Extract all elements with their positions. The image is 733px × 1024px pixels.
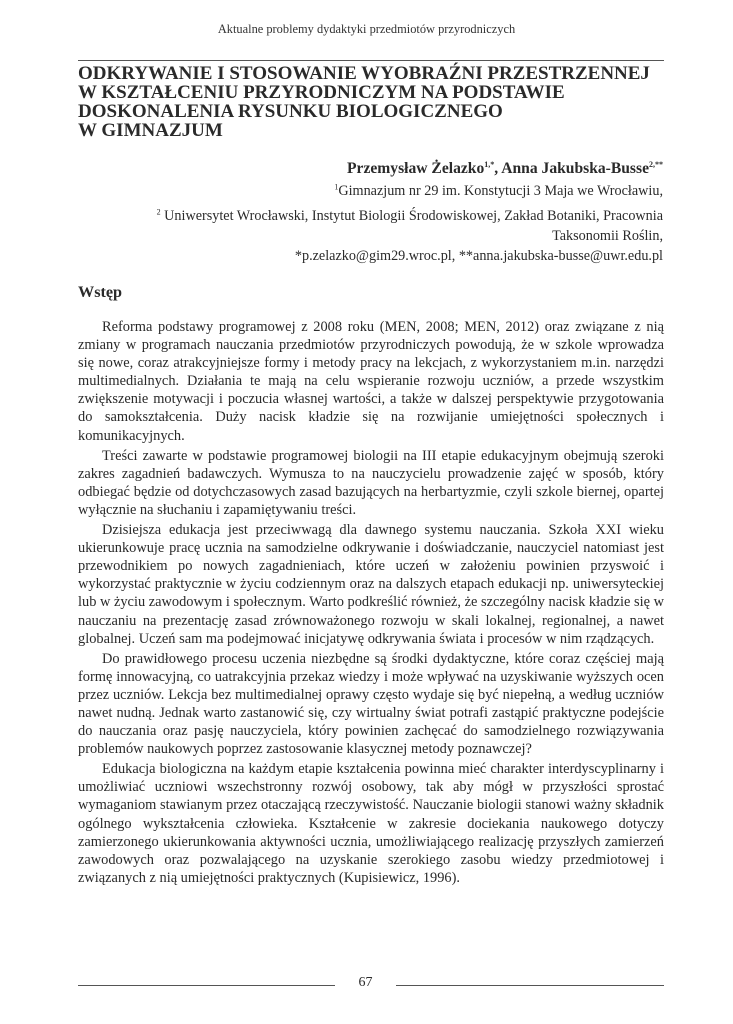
title-line: DOSKONALENIA RYSUNKU BIOLOGICZNEGO <box>78 101 503 122</box>
page-number: 67 <box>358 975 373 990</box>
section-heading: Wstęp <box>78 283 123 301</box>
header-rule <box>78 60 664 61</box>
affiliation-text: Uniwersytet Wrocławski, Instytut Biologii Środowiskowej, Zakład Botaniki, Pracownia <box>160 208 663 224</box>
title-line: W GIMNAZJUM <box>78 120 223 141</box>
affiliation-text: Gimnazjum nr 29 im. Konstytucji 3 Maja we Wrocławiu, <box>338 183 663 199</box>
paragraph: Reforma podstawy programowej z 2008 roku (MEN, 2008; MEN, 2012) oraz związane z nią zmiany w programach nauczania przedmiotów przyrodniczych powodują, że w szkole wprowadza się nowe, coraz atrakcyjniejsze formy i metody pracy na lekcjach, z wykorzystaniem m.in. narzędzi multimedialnych. Działania te mają na celu wspieranie rozwoju uczniów, a przede wszystkim zwiększenie motywacji i poczucia własnej wartości, a także w dalszej perspektywie przygotowania do samokształcenia. Duży nacisk kładzie się na rozwijanie umiejętności społecznych i komunikacyjnych. <box>78 319 664 444</box>
affiliation-1 <box>334 181 663 201</box>
author-separator: , <box>494 160 502 177</box>
author-emails: *p.zelazko@gim29.wroc.pl, **anna.jakubska-busse@uwr.edu.pl <box>294 248 663 264</box>
affiliation-2 <box>157 206 663 226</box>
body-text <box>78 318 664 889</box>
affiliation-mark: 2 <box>156 207 161 217</box>
author-affiliation-mark: 1,* <box>484 159 495 169</box>
affiliation-2-continued: Taksonomii Roślin, <box>552 228 663 244</box>
paragraph: Dzisiejsza edukacja jest przeciwwagą dla dawnego systemu nauczania. Szkoła XXI wieku ukierunkowuje pracę ucznia na samodzielne odkrywanie i doświadczanie, nauczyciel natomiast jest przewodnikiem po nowych zagadnieniach, które uczeń w założeniu powinien przyswoić i wykorzystać praktycznie w życiu codziennym oraz na dalszych etapach edukacji np. uniwersyteckiej lub w życiu zawodowym i społecznym. Warto podkreślić również, że szczególny nacisk kładzie się w nauczaniu na prezentację zasad zrównoważonego rozwoju w skali lokalnej, regionalnej, a nawet globalnej. Uczeń sam ma podejmować inicjatywę odkrywania świata i procesów w nim rządzących. <box>78 522 665 647</box>
running-head: Aktualne problemy dydaktyki przedmiotów przyrodniczych <box>217 22 516 36</box>
affiliation-mark: 1 <box>334 182 339 192</box>
footer-rule-left <box>78 985 335 986</box>
article-title <box>78 64 678 140</box>
author-line <box>347 160 663 178</box>
author-name: Przemysław Żelazko <box>347 160 485 177</box>
title-line: W KSZTAŁCENIU PRZYRODNICZYM NA PODSTAWIE <box>78 82 565 103</box>
paragraph: Edukacja biologiczna na każdym etapie kształcenia powinna mieć charakter interdyscyplinarny i umożliwiać uczniowi wszechstronny rozwój osobowy, tak aby mógł w przyszłości sprostać wymaganiom stawianym przez otaczającą rzeczywistość. Nauczanie biologii stanowi ważny składnik ogólnego wykształcenia człowieka. Kształcenie w zakresie dociekania naukowego dotyczy zamierzonego ukierunkowania aktywności ucznia, umożliwiającego realizację przyszłych zamierzeń zawodowych oraz pozwalającego na uzyskanie szerokiego zasobu wiedzy przedmiotowej i związanych z nią umiejętności praktycznych (Kupisiewicz, 1996). <box>78 761 664 886</box>
footer-rule-right <box>396 985 664 986</box>
title-line: ODKRYWANIE I STOSOWANIE WYOBRAŹNI PRZESTRZENNEJ <box>78 63 650 84</box>
author-affiliation-mark: 2,** <box>649 159 663 169</box>
paragraph: Do prawidłowego procesu uczenia niezbędne są środki dydaktyczne, które coraz częściej mają formę innowacyjną, co uatrakcyjnia przekaz wiedzy i może wpływać na uzyskiwanie wyższych ocen przez uczniów. Lekcja bez multimedialnej oprawy często wydaje się być niepełną, a według uczniów nawet nudną. Jednak warto zastanowić się, czy wirtualny świat potrafi zastąpić praktyczne podejście do nauczania oraz pasję nauczyciela, który powinien zachęcać do samodzielnego rozwiązywania problemów naukowych poprzez zastosowanie klasycznej metody poznawczej? <box>78 650 664 758</box>
paragraph: Treści zawarte w podstawie programowej biologii na III etapie edukacyjnym obejmują szeroki zakres zagadnień badawczych. Wymusza to na nauczycielu prowadzenie zajęć w sposób, który odbiegać będzie od dotychczasowych zasad bazujących na herbartyzmie, czyli szkole biernej, opartej wyłącznie na słuchaniu i zapamiętywaniu treści. <box>78 447 664 518</box>
author-name: Anna Jakubska-Busse <box>501 160 649 177</box>
